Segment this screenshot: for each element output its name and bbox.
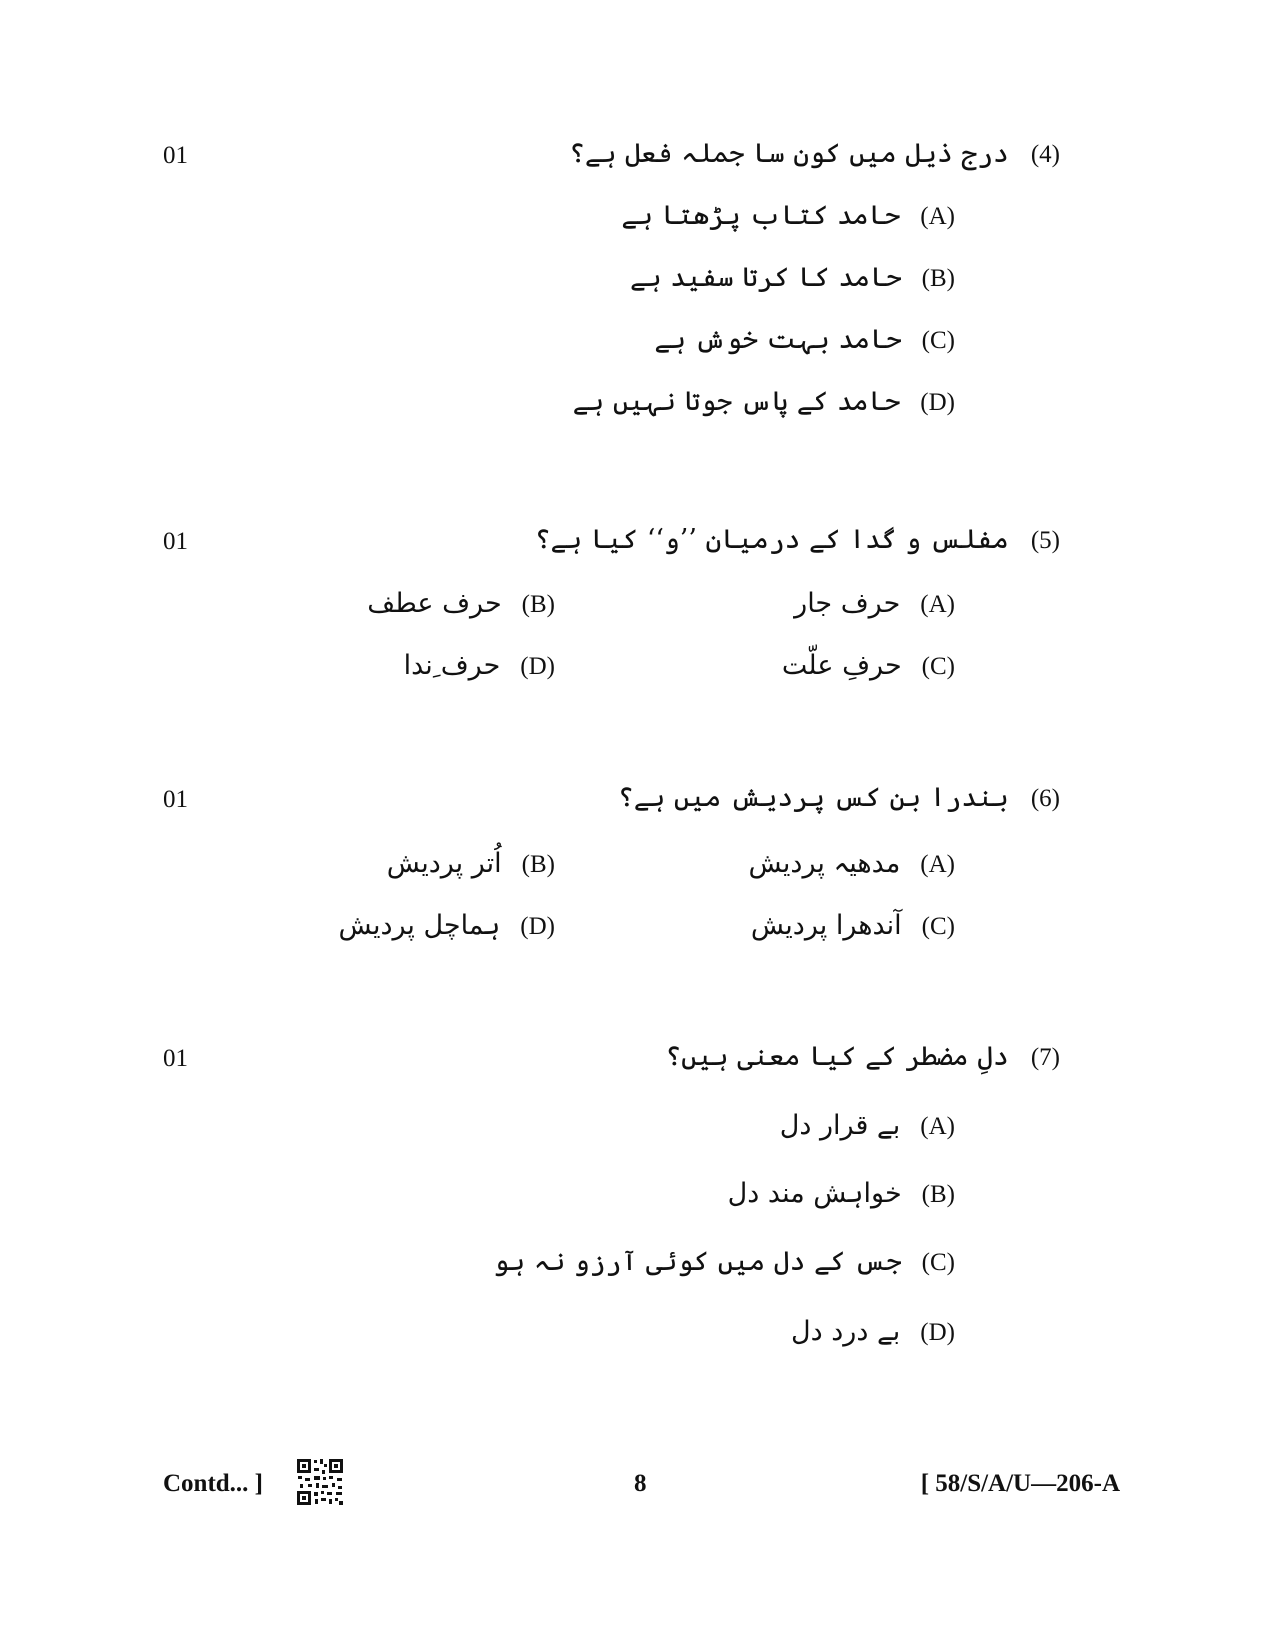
question-6 (618, 782, 1060, 813)
question-number: (4) (1030, 141, 1060, 168)
page-number: 8 (634, 1470, 647, 1497)
q6-option-c (751, 910, 955, 941)
question-text: بندرا بن کس پردیش میں ہے؟ (617, 782, 1009, 813)
question-number: (5) (1030, 527, 1060, 554)
q6-option-d (339, 910, 555, 941)
q4-option-b (630, 262, 955, 293)
option-label: (A) (920, 591, 955, 618)
q5-option-c (782, 650, 955, 681)
option-label: (D) (520, 913, 555, 940)
option-label: (A) (920, 1113, 955, 1140)
question-4 (569, 138, 1060, 169)
q4-option-a (621, 200, 955, 231)
qr-code-icon (296, 1458, 344, 1506)
question-text: مفلس و گدا کے درمیان ’’و‘‘ کیا ہے؟ (534, 524, 1009, 555)
q7-option-b (728, 1178, 955, 1209)
option-text: حرفِ علّت (781, 650, 902, 681)
option-text: جس کے دل میں کوئی آرزو نہ ہو (493, 1246, 902, 1277)
option-text: حامد بہت خوش ہے (654, 324, 902, 355)
q4-option-d (573, 386, 955, 417)
paper-code: [ 58/S/A/U—206-A (920, 1470, 1120, 1497)
q5-option-b (367, 588, 555, 619)
option-text: اُتر پردیش (386, 848, 502, 879)
q4-option-c (654, 324, 955, 355)
footer-contd: Contd... ] (163, 1470, 264, 1497)
question-text: درج ذیل میں کون سا جملہ فعل ہے؟ (569, 138, 1009, 169)
q7-option-c (494, 1246, 955, 1277)
option-text: حامد کے پاس جوتا نہیں ہے (572, 386, 901, 417)
q7-option-a (780, 1110, 955, 1141)
option-label: (D) (920, 389, 955, 416)
marks-q6: 01 (163, 786, 188, 813)
option-text: بے قرار دل (779, 1110, 901, 1141)
option-text: حرف ِندا (403, 650, 501, 681)
question-7 (665, 1041, 1060, 1072)
option-text: حرف عطف (367, 588, 502, 619)
q7-option-d (791, 1316, 955, 1347)
option-label: (A) (920, 203, 955, 230)
option-label: (B) (921, 265, 955, 292)
q5-option-d (404, 650, 555, 681)
option-label: (B) (521, 851, 555, 878)
option-text: حرف جار (794, 588, 901, 619)
option-label: (C) (921, 327, 955, 354)
marks-q7: 01 (163, 1045, 188, 1072)
question-number: (7) (1030, 1044, 1060, 1071)
option-label: (B) (921, 1181, 955, 1208)
option-label: (C) (921, 913, 955, 940)
option-text: خواہش مند دل (727, 1178, 902, 1209)
question-text: دلِ مضطر کے کیا معنی ہیں؟ (665, 1041, 1009, 1072)
option-text: ہماچل پردیش (338, 910, 501, 941)
option-label: (B) (521, 591, 555, 618)
q6-option-b (387, 848, 555, 879)
option-label: (C) (921, 1249, 955, 1276)
option-label: (A) (920, 851, 955, 878)
marks-q4: 01 (163, 142, 188, 169)
option-text: آندھرا پردیش (750, 910, 902, 941)
option-label: (D) (520, 653, 555, 680)
question-5 (535, 524, 1060, 555)
option-text: بے درد دل (791, 1316, 901, 1347)
option-text: حامد کا کرتا سفید ہے (630, 262, 902, 293)
option-text: مدھیہ پردیش (748, 848, 901, 879)
option-label: (D) (920, 1319, 955, 1346)
option-text: حامد کتاب پڑھتا ہے (621, 200, 901, 231)
q5-option-a (794, 588, 955, 619)
option-label: (C) (921, 653, 955, 680)
marks-q5: 01 (163, 528, 188, 555)
q6-option-a (748, 848, 955, 879)
question-number: (6) (1030, 785, 1060, 812)
